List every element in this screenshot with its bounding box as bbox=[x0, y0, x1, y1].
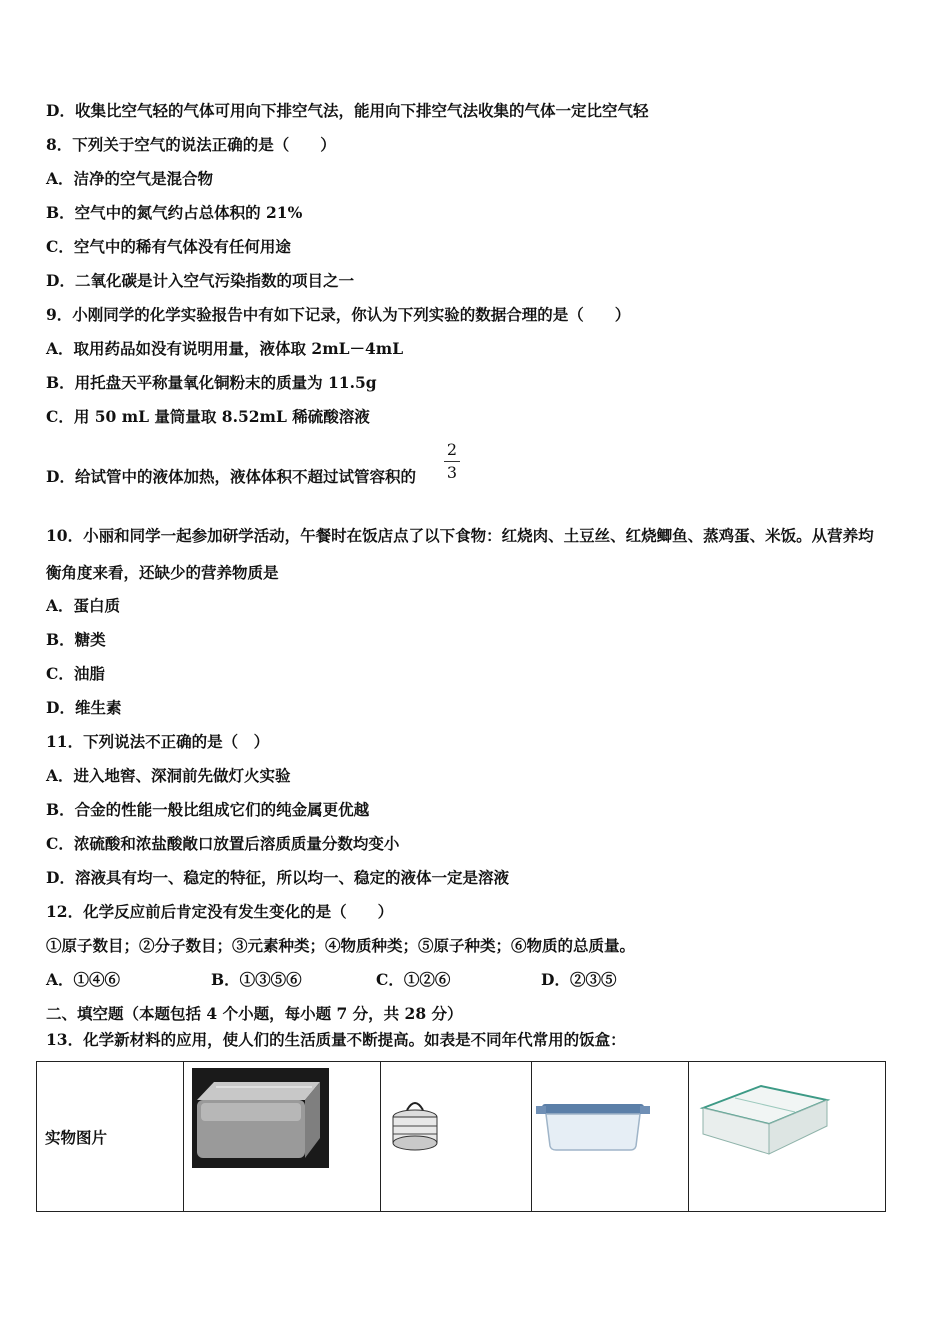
q11-option-a: A．进入地窖、深洞前先做灯火实验 bbox=[46, 766, 291, 785]
table-row bbox=[37, 1062, 886, 1212]
question-9: 9．小刚同学的化学实验报告中有如下记录，你认为下列实验的数据合理的是（ ） bbox=[46, 305, 631, 324]
q8-option-a: A．洁净的空气是混合物 bbox=[46, 169, 214, 188]
fraction-denominator: 3 bbox=[446, 463, 458, 482]
question-12: 12．化学反应前后肯定没有发生变化的是（ ） bbox=[46, 902, 394, 921]
fraction-bar bbox=[444, 461, 460, 462]
section-2-heading: 二、填空题（本题包括 4 个小题，每小题 7 分，共 28 分） bbox=[46, 1004, 463, 1023]
q10-option-a: A．蛋白质 bbox=[46, 596, 121, 615]
lunchbox-table bbox=[36, 1061, 886, 1212]
q9-option-a: A．取用药品如没有说明用量，液体取 2mL－4mL bbox=[46, 339, 404, 358]
q8-option-c: C．空气中的稀有气体没有任何用途 bbox=[46, 237, 291, 256]
q11-option-d: D．溶液具有均一、稳定的特征，所以均一、稳定的液体一定是溶液 bbox=[46, 868, 509, 887]
q10-option-c: C．油脂 bbox=[46, 664, 105, 683]
plastic-container-image bbox=[689, 1062, 885, 1207]
q8-option-d: D．二氧化碳是计入空气污染指数的项目之一 bbox=[46, 271, 354, 290]
q12-option-c: C．①②⑥ bbox=[376, 970, 451, 989]
q10-option-d: D．维生素 bbox=[46, 698, 122, 717]
line-q7-option-d: D．收集比空气轻的气体可用向下排空气法，能用向下排空气法收集的气体一定比空气轻 bbox=[46, 101, 649, 120]
q12-option-b: B．①③⑤⑥ bbox=[211, 970, 302, 989]
plastic-container-cell bbox=[689, 1062, 886, 1212]
glass-container-image bbox=[532, 1062, 688, 1207]
q11-option-c: C．浓硫酸和浓盐酸敞口放置后溶质质量分数均变小 bbox=[46, 834, 400, 853]
question-11: 11．下列说法不正确的是（ ） bbox=[46, 732, 270, 751]
q12-items: ①原子数目；②分子数目；③元素种类；④物质种类；⑤原子种类；⑥物质的总质量。 bbox=[46, 936, 636, 955]
q12-option-d: D．②③⑤ bbox=[541, 970, 617, 989]
q10-option-b: B．糖类 bbox=[46, 630, 106, 649]
question-10-line-2: 衡角度来看，还缺少的营养物质是 bbox=[46, 563, 279, 582]
q9-option-b: B．用托盘天平称量氧化铜粉末的质量为 11.5g bbox=[46, 373, 377, 392]
q9-option-c: C．用 50 mL 量筒量取 8.52mL 稀硫酸溶液 bbox=[46, 407, 370, 426]
row-label: 实物图片 bbox=[45, 1127, 108, 1147]
row-label-cell bbox=[37, 1062, 184, 1212]
aluminum-lunchbox-cell bbox=[184, 1062, 381, 1212]
steel-tiffin-image bbox=[381, 1062, 531, 1207]
aluminum-lunchbox-image bbox=[184, 1062, 380, 1207]
q8-option-b: B．空气中的氮气约占总体积的 21% bbox=[46, 203, 303, 222]
q12-option-a: A．①④⑥ bbox=[46, 970, 121, 989]
question-13: 13．化学新材料的应用，使人们的生活质量不断提高。如表是不同年代常用的饭盒： bbox=[46, 1030, 626, 1049]
q12-options-row bbox=[46, 969, 746, 991]
fraction-numerator: 2 bbox=[446, 440, 458, 459]
steel-tiffin-cell bbox=[381, 1062, 532, 1212]
question-10-line-1: 10．小丽和同学一起参加研学活动，午餐时在饭店点了以下食物：红烧肉、土豆丝、红烧鲫鱼、蒸鸡蛋、米饭。从营养均 bbox=[46, 526, 874, 545]
question-8: 8．下列关于空气的说法正确的是（ ） bbox=[46, 135, 336, 154]
q9-option-d: D．给试管中的液体加热，液体体积不超过试管容积的 bbox=[46, 467, 416, 486]
q11-option-b: B．合金的性能一般比组成它们的纯金属更优越 bbox=[46, 800, 370, 819]
glass-container-cell bbox=[532, 1062, 689, 1212]
fraction-two-thirds bbox=[444, 441, 460, 482]
